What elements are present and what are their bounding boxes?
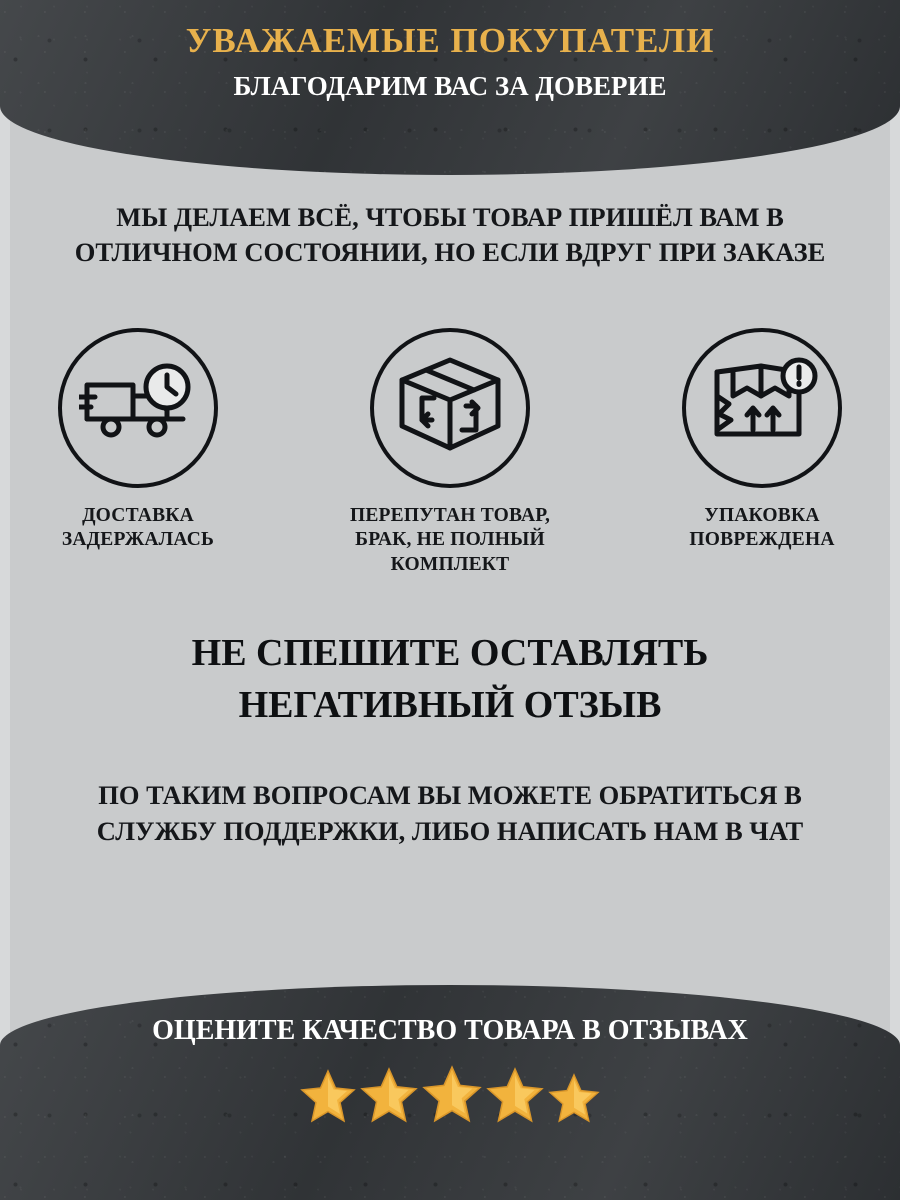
star-icon[interactable] xyxy=(422,1065,482,1123)
header-title: УВАЖАЕМЫЕ ПОКУПАТЕЛИ xyxy=(185,21,715,60)
header-subtitle: БЛАГОДАРИМ ВАС ЗА ДОВЕРИЕ xyxy=(233,70,667,101)
issue-item-wrong-product xyxy=(325,328,575,577)
issue-caption: ПЕРЕПУТАН ТОВАР, БРАК, НЕ ПОЛНЫЙ КОМПЛЕКТ xyxy=(349,505,551,575)
star-icon[interactable] xyxy=(548,1073,600,1123)
headline-text: НЕ СПЕШИТЕ ОСТАВЛЯТЬ НЕГАТИВНЫЙ ОТЗЫВ xyxy=(191,632,709,726)
star-icon[interactable] xyxy=(486,1067,544,1123)
issue-item-delivery xyxy=(13,328,263,577)
star-icon[interactable] xyxy=(300,1069,356,1123)
footer-call-to-action: ОЦЕНИТЕ КАЧЕСТВО ТОВАРА В ОТЗЫВАХ xyxy=(152,1015,748,1046)
box-exchange-icon xyxy=(370,328,530,488)
header xyxy=(0,0,900,175)
intro-text: МЫ ДЕЛАЕМ ВСЁ, ЧТОБЫ ТОВАР ПРИШЁЛ ВАМ В ОТЛИЧНОМ СОСТОЯНИИ, НО ЕСЛИ ВДРУГ ПРИ ЗАКАЗЕ xyxy=(74,202,826,268)
star-icon[interactable] xyxy=(360,1067,418,1123)
issue-caption: УПАКОВКА ПОВРЕЖДЕНА xyxy=(689,505,835,551)
support-text: ПО ТАКИМ ВОПРОСАМ ВЫ МОЖЕТЕ ОБРАТИТЬСЯ В СЛУЖБУ ПОДДЕРЖКИ, ЛИБО НАПИСАТЬ НАМ В ЧАТ xyxy=(96,780,804,846)
damaged-package-icon xyxy=(682,328,842,488)
issue-item-damaged-package xyxy=(637,328,887,577)
rating-stars[interactable] xyxy=(300,1065,600,1123)
issues-row xyxy=(0,328,900,577)
delivery-truck-clock-icon xyxy=(58,328,218,488)
issue-caption: ДОСТАВКА ЗАДЕРЖАЛАСЬ xyxy=(61,505,215,551)
footer xyxy=(0,985,900,1200)
